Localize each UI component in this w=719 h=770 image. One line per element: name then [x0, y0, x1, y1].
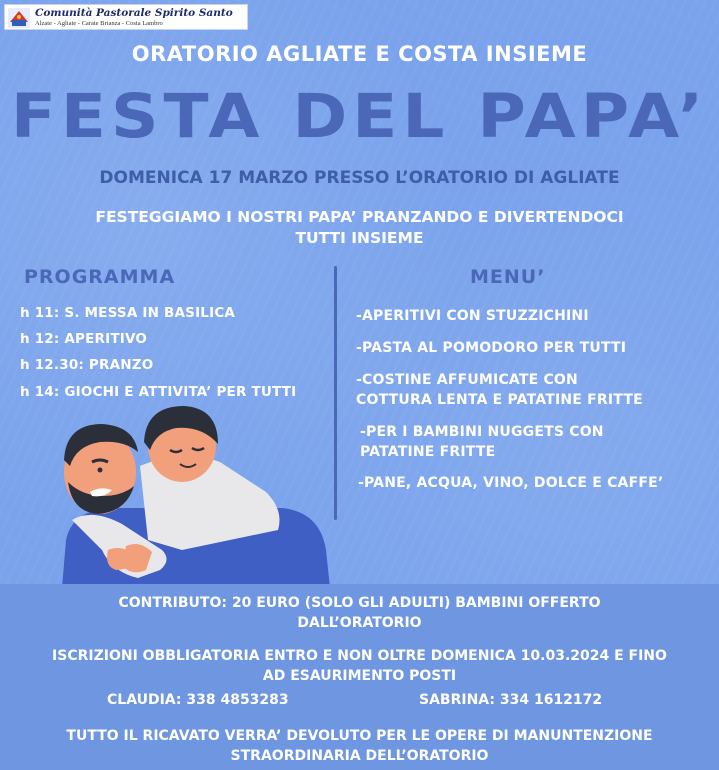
registration-line-2: AD ESAURIMENTO POSTI [262, 668, 457, 684]
contribution-info [0, 593, 719, 633]
programma-item: h 11: S. MESSA IN BASILICA [20, 305, 236, 321]
proceeds-line-2: STRAORDINARIA DELL’ORATORIO [230, 748, 489, 764]
registration-line-1: ISCRIZIONI OBBLIGATORIA ENTRO E NON OLTRE DOMENICA 10.03.2024 E FINO [52, 648, 667, 664]
event-tagline [0, 207, 719, 249]
contact-claudia: CLAUDIA: 338 4853283 [107, 692, 289, 708]
menu-item-line: -COSTINE AFFUMICATE CON [356, 372, 578, 388]
contribution-line-2: DALL’ORATORIO [297, 615, 422, 631]
programma-heading: PROGRAMMA [24, 266, 176, 288]
parish-name: Comunità Pastorale Spirito Santo [35, 7, 233, 19]
registration-info [0, 646, 719, 686]
contact-sabrina: SABRINA: 334 1612172 [419, 692, 603, 708]
parish-towns: Alzate - Agliate - Carate Brianza - Costa Lambro [35, 20, 163, 27]
menu-item-line: COTTURA LENTA E PATATINE FRITTE [356, 392, 643, 408]
menu-item-line: -PER I BAMBINI NUGGETS CON [360, 424, 604, 440]
parish-logo-icon [8, 8, 30, 28]
menu-item [358, 473, 663, 493]
menu-item [360, 422, 604, 462]
menu-item-line: -PANE, ACQUA, VINO, DOLCE E CAFFE’ [358, 475, 664, 491]
event-organizer: ORATORIO AGLIATE E COSTA INSIEME [131, 42, 588, 66]
menu-item-line: -PASTA AL POMODORO PER TUTTI [356, 340, 627, 356]
event-date: DOMENICA 17 MARZO PRESSO L’ORATORIO DI AGLIATE [99, 168, 620, 188]
proceeds-info [0, 726, 719, 766]
menu-item [356, 338, 626, 358]
programma-item: h 12.30: PRANZO [20, 357, 154, 373]
menu-item-line: -APERITIVI CON STUZZICHINI [356, 308, 589, 324]
proceeds-line-1: TUTTO IL RICAVATO VERRA’ DEVOLUTO PER LE OPERE DI MANUNTENZIONE [66, 728, 653, 744]
column-divider [334, 266, 337, 520]
menu-heading: MENU’ [470, 266, 546, 288]
father-child-hug-illustration [52, 400, 334, 588]
tagline-line-1: FESTEGGIAMO I NOSTRI PAPA’ PRANZANDO E DIVERTENDOCI [95, 208, 624, 226]
parish-logo [4, 4, 248, 30]
menu-item [356, 370, 643, 410]
programma-item: h 12: APERITIVO [20, 331, 148, 347]
event-title: FESTA DEL PAPA’ [10, 81, 709, 152]
programma-item: h 14: GIOCHI E ATTIVITA’ PER TUTTI [20, 384, 297, 400]
tagline-line-2: TUTTI INSIEME [295, 229, 424, 247]
menu-item-line: PATATINE FRITTE [360, 444, 496, 460]
contribution-line-1: CONTRIBUTO: 20 EURO (SOLO GLI ADULTI) BAMBINI OFFERTO [118, 595, 601, 611]
menu-item [356, 306, 589, 326]
